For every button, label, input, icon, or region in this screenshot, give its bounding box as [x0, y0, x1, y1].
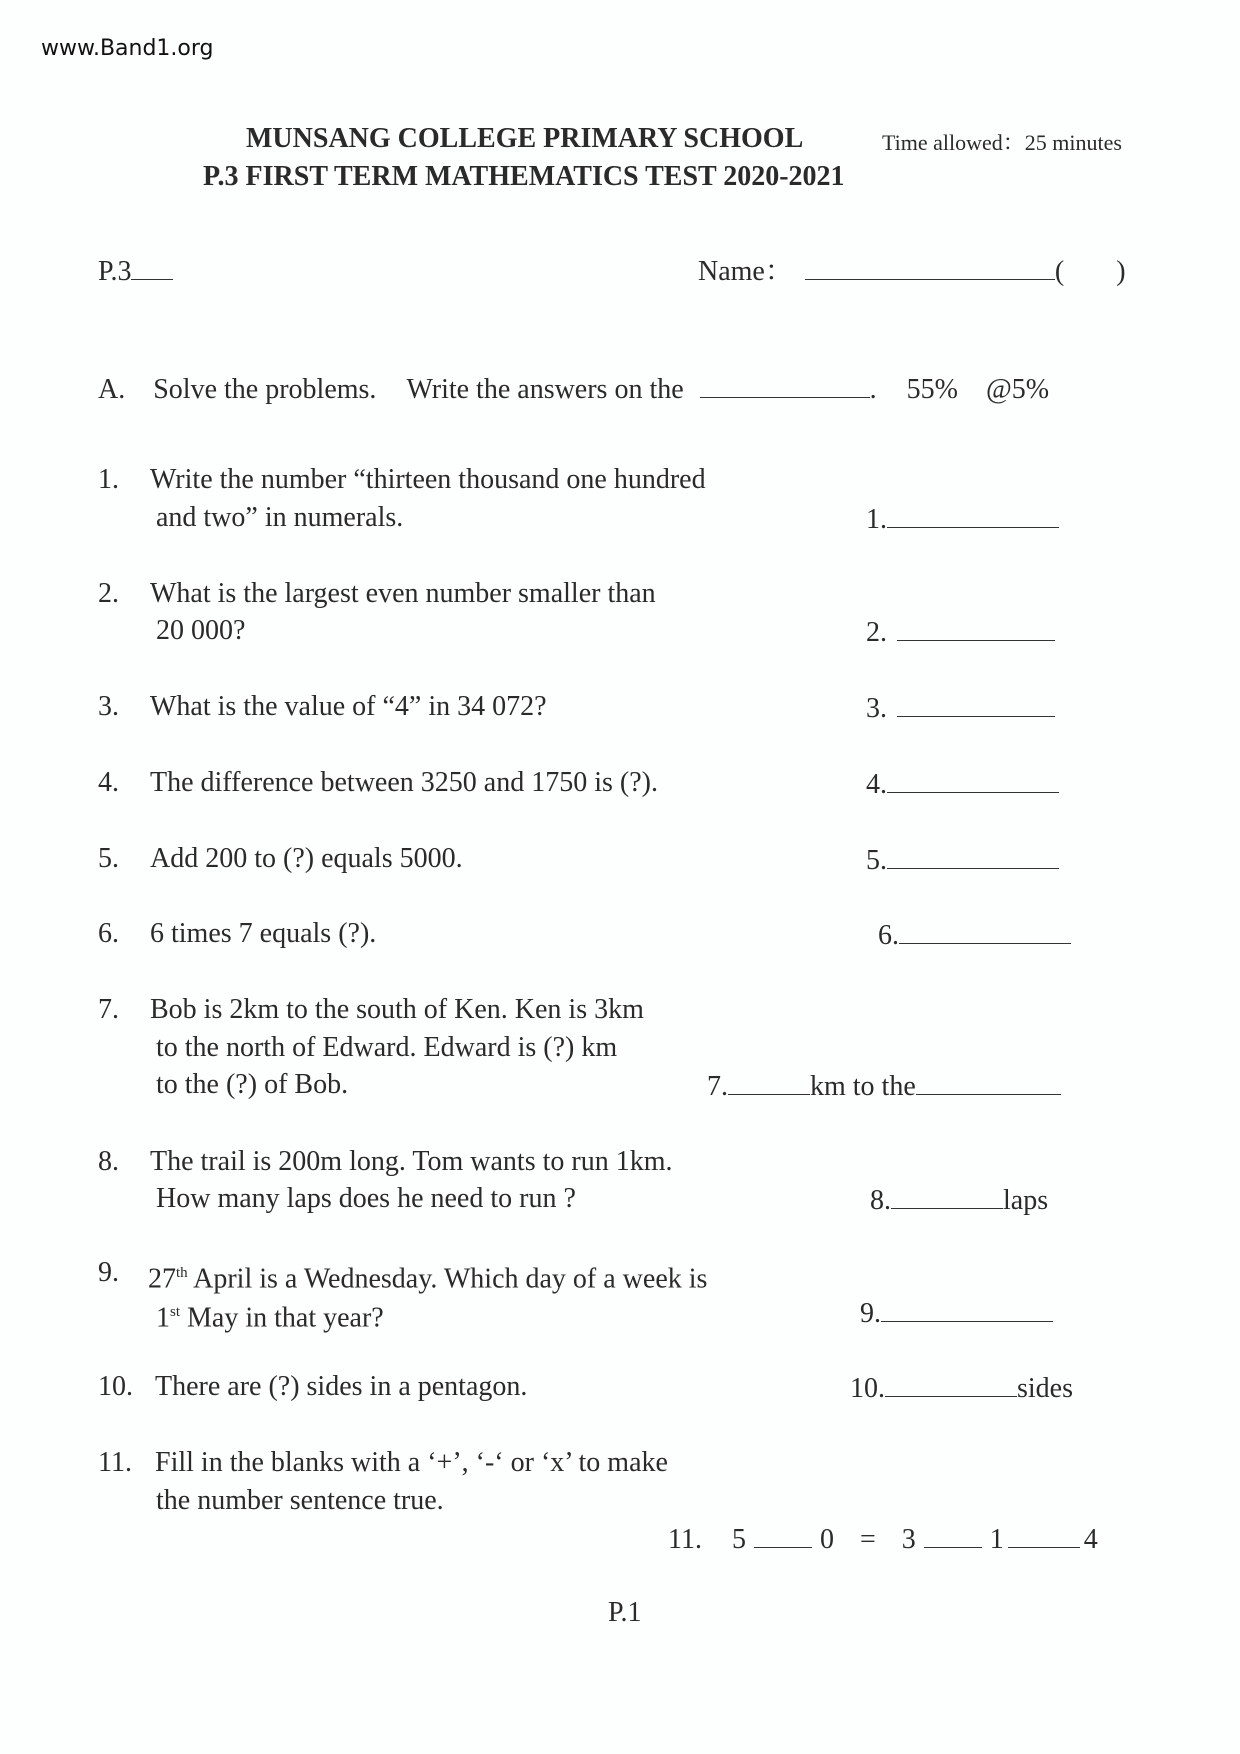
question-number: 5. — [98, 843, 119, 874]
answer-label: 6. — [878, 920, 899, 951]
answer-blank-direction[interactable] — [916, 1068, 1061, 1095]
answer-label: 5. — [866, 845, 887, 876]
question-number: 7. — [98, 994, 119, 1025]
question-text: Write the number “thirteen thousand one hundred — [150, 464, 706, 495]
answer-field: 11. 5 0 = 3 1 4 — [668, 1521, 1098, 1557]
question-text: Fill in the blanks with a ‘+’, ‘-‘ or ‘x’ to make — [155, 1447, 668, 1478]
answer-field: 7. km to the — [707, 1068, 1061, 1104]
question-text: and two” in numerals. — [156, 502, 404, 533]
question-number: 3. — [98, 691, 119, 722]
question-number: 1. — [98, 464, 119, 495]
question-number: 10. — [98, 1371, 133, 1402]
question-text: What is the largest even number smaller than — [150, 578, 656, 609]
answer-blank[interactable] — [891, 1182, 1003, 1209]
answer-blank[interactable] — [899, 917, 1071, 944]
answer-label: 10. — [850, 1373, 885, 1404]
section-a-instruction: A. Solve the problems. Write the answers on the . 55% @5% — [98, 371, 1049, 407]
answer-blank[interactable] — [897, 614, 1055, 641]
question-text: Bob is 2km to the south of Ken. Ken is 3km — [150, 994, 644, 1025]
class-field[interactable] — [98, 253, 173, 289]
answer-blank[interactable] — [881, 1295, 1053, 1322]
question-text: What is the value of “4” in 34 072? — [150, 691, 547, 722]
watermark: www.Band1.org — [41, 36, 214, 61]
question-number: 8. — [98, 1146, 119, 1177]
question-text: the number sentence true. — [156, 1485, 444, 1516]
answer-label: 3. — [866, 693, 887, 724]
answer-blank-distance[interactable] — [728, 1068, 810, 1095]
answer-field — [866, 614, 1055, 650]
question-text: 6 times 7 equals (?). — [150, 918, 377, 949]
school-title: MUNSANG COLLEGE PRIMARY SCHOOL — [246, 123, 804, 154]
answer-label: 2. — [866, 617, 887, 648]
answer-field — [878, 917, 1071, 953]
answer-field: 10. sides — [850, 1370, 1073, 1406]
operator-blank[interactable] — [924, 1521, 982, 1548]
answer-field — [866, 766, 1059, 802]
test-title: P.3 FIRST TERM MATHEMATICS TEST 2020-2021 — [203, 161, 845, 192]
question-number: 2. — [98, 578, 119, 609]
name-label: Name： — [698, 256, 793, 287]
question-number: 11. — [98, 1447, 132, 1478]
question-text: The difference between 3250 and 1750 is (?). — [150, 767, 658, 798]
operator-blank[interactable] — [754, 1521, 812, 1548]
answer-field — [860, 1295, 1053, 1331]
question-number: 4. — [98, 767, 119, 798]
question-text: to the (?) of Bob. — [156, 1069, 349, 1100]
answer-label: 8. — [870, 1185, 891, 1216]
question-text: to the north of Edward. Edward is (?) km — [156, 1032, 618, 1063]
question-text: There are (?) sides in a pentagon. — [155, 1371, 528, 1402]
question-number: 6. — [98, 918, 119, 949]
answer-label: 9. — [860, 1298, 881, 1329]
question-text: 1st May in that year? — [156, 1302, 384, 1334]
answer-blank[interactable] — [897, 690, 1055, 717]
answer-label: 1. — [866, 504, 887, 535]
answer-blank[interactable] — [887, 766, 1059, 793]
answer-blank[interactable] — [887, 842, 1059, 869]
question-text: 27th April is a Wednesday. Which day of a week is — [148, 1263, 708, 1295]
answer-blank[interactable] — [885, 1370, 1017, 1397]
answer-label: 4. — [866, 769, 887, 800]
operator-blank[interactable] — [1008, 1521, 1080, 1548]
answer-label: 11. — [668, 1524, 702, 1555]
question-text: 20 000? — [156, 615, 246, 646]
class-label: P.3 — [98, 256, 132, 287]
question-text: Add 200 to (?) equals 5000. — [150, 843, 463, 874]
question-number: 9. — [98, 1257, 119, 1288]
answer-blank[interactable] — [887, 501, 1059, 528]
answer-field: 8. laps — [870, 1182, 1048, 1218]
answer-label: 7. — [707, 1071, 728, 1102]
answer-field — [866, 501, 1059, 537]
page-number: P.1 — [608, 1597, 642, 1628]
answer-field — [866, 690, 1055, 726]
time-allowed: Time allowed：25 minutes — [882, 130, 1122, 155]
question-text: How many laps does he need to run ? — [156, 1183, 576, 1214]
answer-field — [866, 842, 1059, 878]
name-field[interactable]: Name： ( ) — [698, 253, 1126, 289]
question-text: The trail is 200m long. Tom wants to run 1km. — [150, 1146, 673, 1177]
